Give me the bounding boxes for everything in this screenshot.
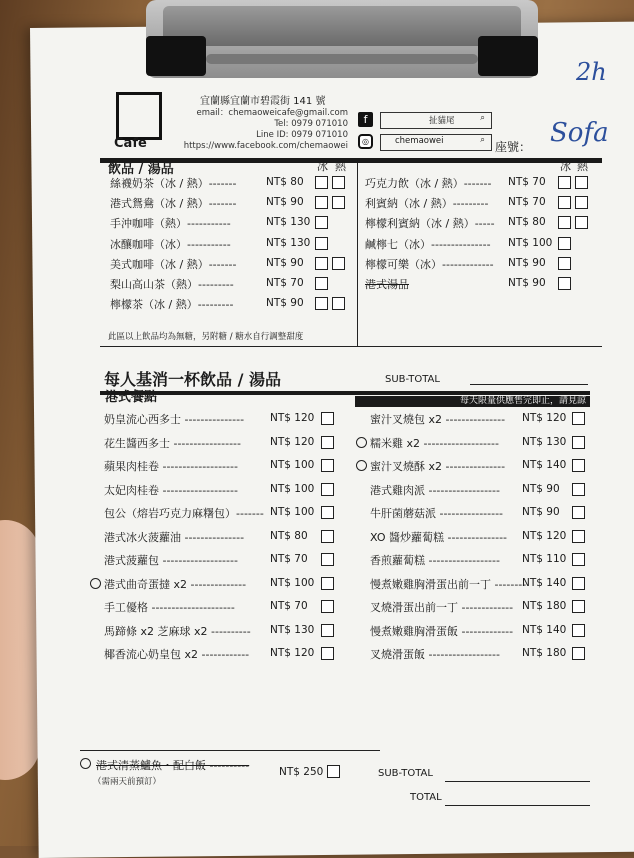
col-hot: 熱 [335, 160, 346, 173]
col-cold: 冰 [560, 160, 571, 173]
menu-item-price: NT$ 90 [266, 256, 304, 269]
menu-item-price: NT$ 90 [266, 196, 304, 209]
menu-item-name: 包公（熔岩巧克力麻糬包）------- [104, 507, 264, 520]
menu-item-name: 港式冰火菠蘿油 --------------- [104, 530, 245, 544]
menu-item-name: 牛肝菌蘑菇派 ---------------- [370, 507, 504, 520]
menu-item-name: 椰香流心奶皇包 x2 ------------ [104, 648, 250, 661]
order-checkbox[interactable] [572, 624, 585, 637]
menu-item-price: NT$ 80 [266, 176, 304, 188]
order-checkbox[interactable] [572, 600, 585, 613]
menu-item-name: 慢煮嫩雞胸滑蛋飯 ------------- [370, 624, 514, 638]
cold-checkbox[interactable] [558, 216, 571, 229]
menu-item-name: 叉燒滑蛋出前一丁 ------------- [370, 601, 514, 614]
order-checkbox[interactable] [321, 530, 334, 543]
facebook-search [380, 112, 492, 129]
drinks-header-bar [100, 158, 602, 163]
cold-checkbox[interactable] [558, 196, 571, 209]
menu-item-name: 絲襪奶茶（冰 / 熱）------- [110, 177, 237, 190]
clip-hinge-left [146, 36, 206, 76]
order-checkbox[interactable] [321, 506, 334, 519]
menu-item-price: NT$ 130 [270, 623, 315, 636]
order-checkbox[interactable] [558, 257, 571, 270]
drinks-subtotal-label: SUB-TOTAL [385, 374, 440, 385]
order-checkbox[interactable] [572, 436, 585, 449]
facebook-url: https://www.facebook.com/chemaowei [183, 141, 348, 151]
clock-icon [356, 460, 367, 471]
menu-item-name: 香煎蘿蔔糕 ------------------ [370, 554, 500, 567]
order-checkbox[interactable] [321, 577, 334, 590]
total-line[interactable] [445, 805, 590, 806]
special-item-price: NT$ 250 [279, 766, 324, 778]
food-title: 港式餐點 [105, 390, 158, 405]
menu-item-price: NT$ 70 [270, 600, 308, 612]
email: email：chemaoweicafe@gmail.com [196, 108, 348, 118]
menu-item-name: 港式雞肉派 ------------------ [370, 483, 500, 497]
menu-item-price: NT$ 70 [270, 553, 308, 565]
order-checkbox[interactable] [572, 647, 585, 660]
order-checkbox[interactable] [321, 600, 334, 613]
menu-item-price: NT$ 180 [522, 600, 567, 612]
cold-checkbox[interactable] [558, 176, 571, 189]
menu-item-name: 美式咖啡（冰 / 熱）------- [110, 257, 237, 271]
clip-bar [206, 54, 478, 64]
cat-fork-icon [116, 92, 162, 140]
drinks-bottom-line [100, 346, 602, 347]
menu-item-price: NT$ 70 [266, 277, 304, 289]
menu-item-name: 奶皇流心西多士 --------------- [104, 413, 245, 426]
menu-item-name: 利賓納（冰 / 熱）--------- [365, 197, 489, 211]
menu-item-price: NT$ 140 [522, 459, 567, 471]
line-id: Line ID: 0979 071010 [256, 130, 348, 140]
menu-item-price: NT$ 90 [508, 256, 546, 269]
menu-item-price: NT$ 130 [266, 216, 311, 229]
drinks-title: 飲品 / 湯品 [108, 162, 174, 177]
menu-item-price: NT$ 120 [522, 412, 567, 424]
order-checkbox[interactable] [321, 624, 334, 637]
order-checkbox[interactable] [321, 483, 334, 496]
special-divider [80, 750, 380, 751]
menu-item-price: NT$ 100 [270, 459, 315, 471]
menu-item-name: 手沖咖啡（熱）----------- [110, 217, 231, 231]
menu-item-price: NT$ 80 [508, 216, 546, 229]
menu-item-name: 蜜汁叉燒酥 x2 --------------- [370, 460, 506, 473]
drinks-note: 此區以上飲品均為無糖，另附糖 / 糖水自行調整甜度 [108, 332, 304, 342]
order-checkbox[interactable] [572, 459, 585, 472]
menu-item-price: NT$ 180 [522, 647, 567, 659]
menu-item-name: 檸檬可樂（冰）------------- [365, 257, 494, 271]
menu-item-name: 太妃肉桂卷 ------------------- [104, 483, 238, 497]
food-subtotal-label: SUB-TOTAL [378, 768, 433, 779]
menu-item-price: NT$ 100 [270, 506, 315, 518]
menu-item-price: NT$ 70 [508, 196, 546, 209]
hot-checkbox[interactable] [575, 196, 588, 209]
hot-checkbox[interactable] [332, 176, 345, 189]
order-checkbox[interactable] [315, 216, 328, 229]
menu-item-name: 蘋果肉桂卷 ------------------- [104, 460, 238, 473]
clipboard-clip-inner [163, 6, 521, 46]
limited-notice: 每天限量供應售完即止，請見諒 [355, 396, 590, 407]
menu-item-price: NT$ 130 [522, 435, 567, 448]
order-checkbox[interactable] [572, 483, 585, 496]
hot-checkbox[interactable] [332, 297, 345, 310]
clock-icon [90, 578, 101, 589]
menu-item-name: 梨山高山茶（熱）--------- [110, 278, 234, 291]
hot-checkbox[interactable] [575, 216, 588, 229]
menu-item-name: 慢煮嫩雞胸滑蛋出前一丁 -------- [370, 577, 527, 591]
order-checkbox[interactable] [558, 277, 571, 290]
menu-item-price: NT$ 80 [270, 529, 308, 542]
menu-item-name: 叉燒滑蛋飯 ------------------ [370, 648, 500, 661]
order-checkbox[interactable] [558, 237, 571, 250]
facebook-icon: f [358, 112, 373, 127]
menu-item-price: NT$ 120 [270, 412, 315, 424]
instagram-icon: ◎ [358, 134, 373, 149]
menu-item-name: 花生醬西多士 ----------------- [104, 436, 241, 450]
search-icon: ⌕ [480, 135, 485, 145]
menu-item-price: NT$ 90 [522, 506, 560, 518]
order-checkbox[interactable] [321, 412, 334, 425]
tel: Tel: 0979 071010 [274, 119, 348, 129]
menu-item-price: NT$ 90 [522, 482, 560, 495]
logo-text: Cafe [114, 136, 147, 151]
menu-item-name: 鹹檸七（冰）--------------- [365, 237, 491, 251]
menu-item-name: 港式湯品 [365, 278, 409, 291]
order-checkbox[interactable] [572, 506, 585, 519]
menu-item-name: 港式鴛鴦（冰 / 熱）------- [110, 197, 237, 211]
order-checkbox[interactable] [315, 277, 328, 290]
menu-item-price: NT$ 110 [522, 553, 567, 565]
menu-item-price: NT$ 90 [266, 297, 304, 310]
clock-icon [80, 758, 91, 769]
order-checkbox[interactable] [315, 237, 328, 250]
cold-checkbox[interactable] [315, 257, 328, 270]
cold-checkbox[interactable] [315, 176, 328, 189]
menu-item-name: XO 醬炒蘿蔔糕 --------------- [370, 530, 508, 544]
menu-item-price: NT$ 100 [270, 576, 315, 589]
food-subtotal-line[interactable] [445, 781, 590, 782]
column-divider [357, 163, 358, 346]
hot-checkbox[interactable] [575, 176, 588, 189]
special-note: （需兩天前預訂） [93, 777, 162, 787]
menu-item-name: 蜜汁叉燒包 x2 --------------- [370, 413, 506, 426]
seat-label: 座號： [495, 140, 532, 154]
menu-item-name: 冰釀咖啡（冰）----------- [110, 237, 231, 251]
menu-item-name: 港式菠蘿包 ------------------- [104, 554, 238, 567]
menu-item-price: NT$ 130 [266, 236, 311, 249]
special-checkbox[interactable] [327, 765, 340, 778]
menu-item-name: 巧克力飲（冰 / 熱）------- [365, 177, 492, 190]
order-checkbox[interactable] [321, 459, 334, 472]
menu-item-price: NT$ 120 [270, 435, 315, 448]
clip-hinge-right [478, 36, 538, 76]
cold-checkbox[interactable] [315, 196, 328, 209]
food-header-bar [100, 391, 590, 395]
ig-search-text: chemaowei [395, 136, 444, 146]
order-checkbox[interactable] [572, 412, 585, 425]
address: 宜蘭縣宜蘭市碧霞街 141 號 [200, 96, 326, 107]
order-checkbox[interactable] [572, 553, 585, 566]
hot-checkbox[interactable] [332, 196, 345, 209]
order-checkbox[interactable] [321, 553, 334, 566]
col-cold: 冰 [317, 160, 328, 173]
menu-item-price: NT$ 120 [270, 647, 315, 659]
total-label: TOTAL [410, 792, 442, 803]
special-item-name: 港式清蒸鱸魚・配白飯 ---------- [96, 759, 250, 772]
handwritten-seat: Sofa [550, 118, 609, 148]
search-icon: ⌕ [480, 113, 485, 123]
cold-checkbox[interactable] [315, 297, 328, 310]
instagram-search [380, 134, 492, 151]
menu-item-name: 檸檬茶（冰 / 熱）--------- [110, 298, 234, 312]
menu-item-price: NT$ 100 [508, 236, 553, 249]
menu-item-name: 港式曲奇蛋撻 x2 -------------- [104, 577, 247, 591]
order-checkbox[interactable] [572, 530, 585, 543]
menu-item-name: 檸檬利賓納（冰 / 熱）----- [365, 217, 495, 231]
order-checkbox[interactable] [572, 577, 585, 590]
menu-item-price: NT$ 120 [522, 529, 567, 542]
min-order-notice: 每人基消一杯飲品 / 湯品 [104, 370, 281, 389]
order-checkbox[interactable] [321, 647, 334, 660]
menu-item-price: NT$ 90 [508, 277, 546, 289]
cafe-logo [110, 92, 162, 154]
menu-item-name: 手工優格 --------------------- [104, 601, 235, 614]
menu-item-name: 馬蹄條 x2 芝麻球 x2 ---------- [104, 624, 251, 638]
contact-block [178, 108, 348, 152]
order-checkbox[interactable] [321, 436, 334, 449]
menu-item-name: 糯米雞 x2 ------------------- [370, 436, 499, 450]
clock-icon [356, 437, 367, 448]
menu-item-price: NT$ 140 [522, 623, 567, 636]
handwritten-2h: 2h [576, 58, 607, 86]
hand-finger [0, 520, 40, 780]
menu-item-price: NT$ 70 [508, 176, 546, 188]
drinks-subtotal-line[interactable] [470, 384, 588, 385]
menu-item-price: NT$ 140 [522, 576, 567, 589]
fb-search-text: 扯貓尾 [429, 116, 455, 126]
col-hot: 熱 [577, 160, 588, 173]
hot-checkbox[interactable] [332, 257, 345, 270]
menu-item-price: NT$ 100 [270, 482, 315, 495]
